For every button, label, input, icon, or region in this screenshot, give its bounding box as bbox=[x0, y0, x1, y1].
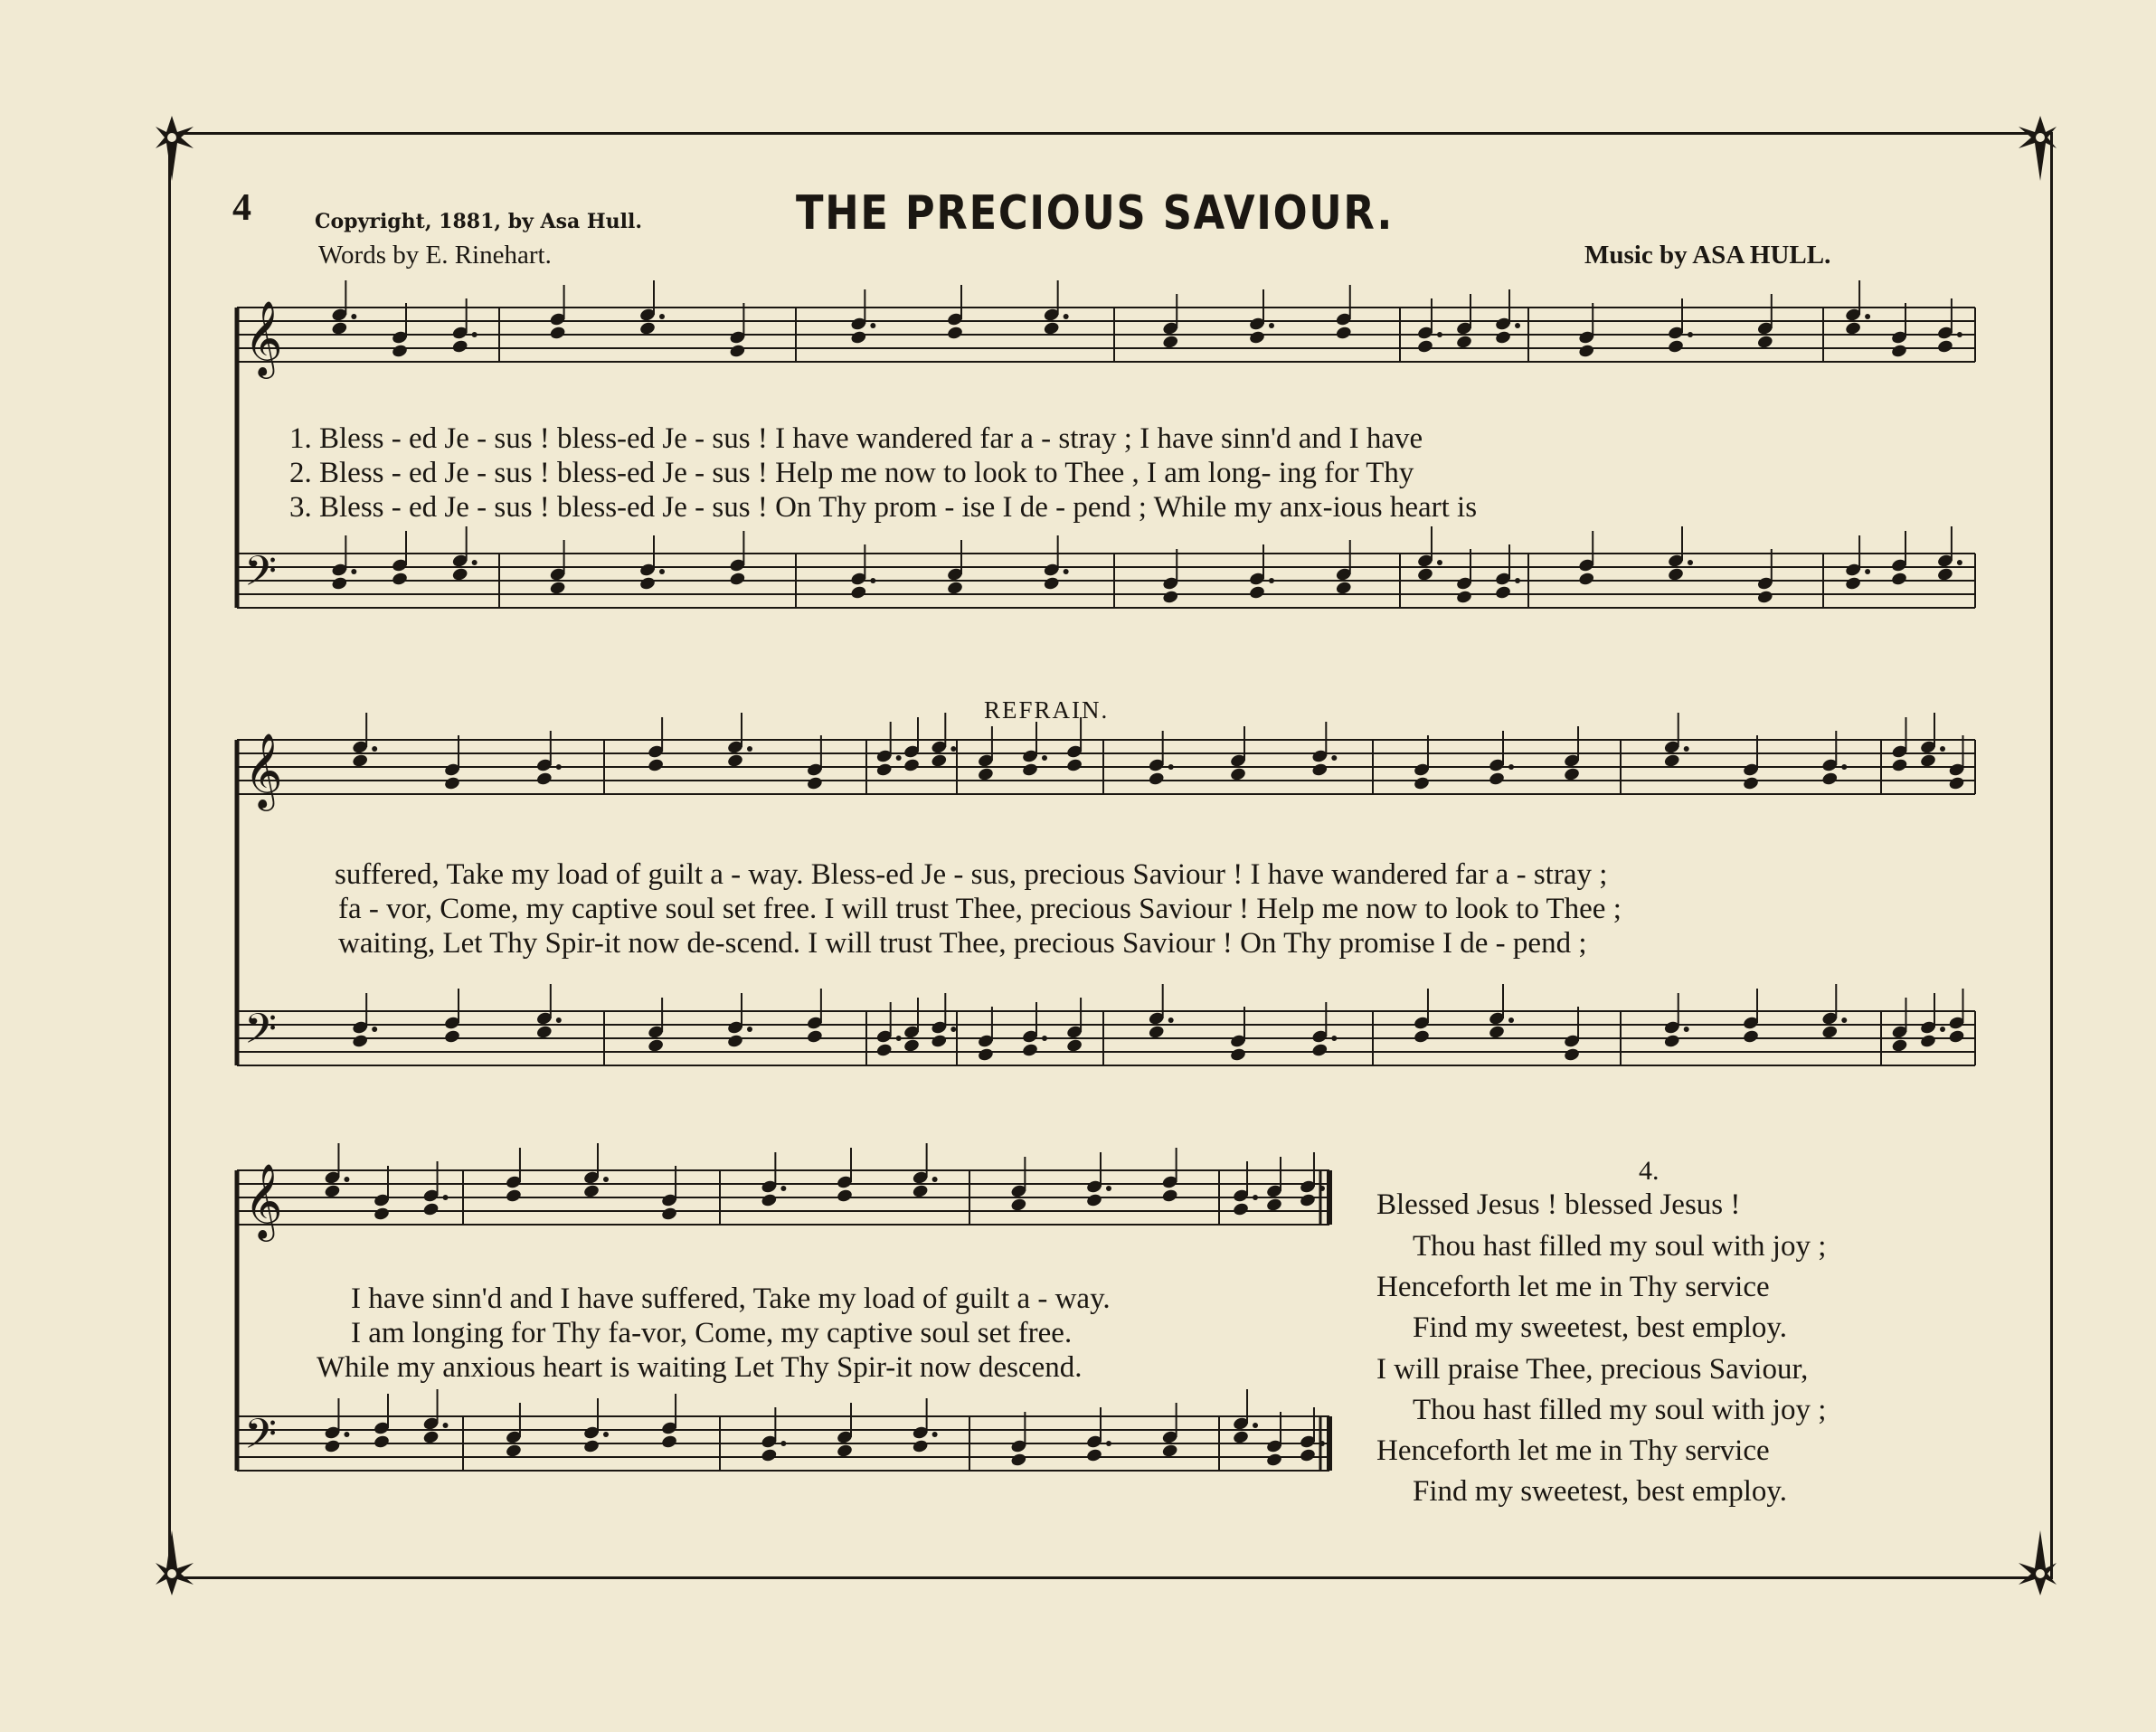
system2-bass-notehead bbox=[1021, 1043, 1038, 1058]
system2-treble-dot bbox=[1684, 746, 1689, 752]
system2-treble-notehead bbox=[903, 758, 920, 773]
system2-treble-notehead bbox=[726, 753, 743, 769]
system2-bass-dot bbox=[896, 1036, 902, 1041]
system2-treble-dot bbox=[372, 746, 377, 752]
system1-treble-notehead bbox=[1756, 335, 1773, 350]
system1-barline bbox=[1113, 554, 1115, 608]
system2-bass-notehead bbox=[1488, 1025, 1505, 1040]
system3-treble-notehead bbox=[324, 1184, 341, 1199]
system3-brace bbox=[235, 1170, 240, 1471]
system2-treble-dot bbox=[1168, 764, 1174, 770]
system1-bass-notehead bbox=[1890, 572, 1907, 587]
system3-treble-notehead bbox=[1299, 1193, 1316, 1208]
system1-treble-dot bbox=[351, 314, 356, 319]
system3-treble-dot bbox=[1106, 1186, 1111, 1191]
system2-barline bbox=[603, 1011, 605, 1065]
system2-barline bbox=[1372, 1011, 1374, 1065]
system3-treble-dot bbox=[932, 1177, 938, 1182]
system1-bass-notehead bbox=[1162, 590, 1179, 605]
system2-bass-notehead bbox=[648, 1038, 665, 1054]
system3-barline bbox=[1218, 1416, 1220, 1471]
words-credit: Words by E. Rinehart. bbox=[318, 241, 552, 270]
system3-bass-dot bbox=[443, 1423, 449, 1428]
system1-bass-dot bbox=[1437, 560, 1442, 565]
system1-barline bbox=[1527, 308, 1529, 362]
system1-bass-dot bbox=[659, 569, 665, 574]
system3-bass-dot bbox=[932, 1432, 938, 1437]
system1-bass-notehead bbox=[549, 581, 566, 596]
system1-barline bbox=[1822, 308, 1824, 362]
system2-bass-notehead bbox=[1891, 1038, 1908, 1054]
system3-bass-notehead bbox=[1161, 1443, 1178, 1459]
system1-treble-dot bbox=[1957, 332, 1962, 337]
system2-barline bbox=[865, 740, 867, 794]
system2-treble-notehead bbox=[1948, 776, 1965, 791]
system1-treble-notehead bbox=[451, 339, 468, 355]
system2-treble-notehead bbox=[535, 771, 553, 787]
system1-treble-notehead bbox=[1494, 330, 1511, 345]
system3-bass-notehead bbox=[582, 1439, 600, 1454]
system2-bass-notehead bbox=[535, 1025, 553, 1040]
system1-treble-notehead bbox=[331, 321, 348, 336]
system2-bass-dot bbox=[1508, 1017, 1514, 1023]
system2-treble-dot bbox=[1940, 746, 1945, 752]
system3-bass-clef: 𝄢 bbox=[244, 1410, 278, 1469]
system2-treble-notehead bbox=[977, 767, 994, 782]
system2-treble-notehead bbox=[1488, 771, 1505, 787]
system3-bass-notehead bbox=[1299, 1448, 1316, 1463]
stanza-line: Henceforth let me in Thy service bbox=[1376, 1434, 1770, 1467]
system3-bass-dot bbox=[603, 1432, 609, 1437]
system2-bass-dot bbox=[372, 1027, 377, 1032]
system2-treble-dot bbox=[556, 764, 562, 770]
system1-treble-dot bbox=[1064, 314, 1069, 319]
system1-bass-notehead bbox=[331, 576, 348, 592]
system2-bass-notehead bbox=[352, 1034, 369, 1049]
system2-bass-dot bbox=[1168, 1017, 1174, 1023]
system3-treble-notehead bbox=[373, 1207, 390, 1222]
system2-bass-clef: 𝄢 bbox=[244, 1005, 278, 1064]
system1-bass-notehead bbox=[1335, 581, 1352, 596]
system3-lyric-verse3: While my anxious heart is waiting Let Thy Spir-it now descend. bbox=[317, 1351, 1083, 1384]
system2-barline bbox=[1102, 1011, 1104, 1065]
system3-barline bbox=[719, 1170, 721, 1225]
system1-bass-notehead bbox=[638, 576, 656, 592]
system1-lyric-verse1: 1. Bless - ed Je - sus ! bless-ed Je - sus ! I have wandered far a - stray ; I have sinn'd and I have bbox=[289, 422, 1423, 455]
hymn-title: THE PRECIOUS SAVIOUR. bbox=[796, 186, 1395, 241]
system1-bass-notehead bbox=[1667, 567, 1684, 582]
system2-treble-notehead bbox=[1563, 767, 1580, 782]
system1-bass-notehead bbox=[1455, 590, 1472, 605]
system2-treble-clef: 𝄞 bbox=[244, 732, 283, 808]
system3-treble-dot bbox=[780, 1186, 786, 1191]
system3-treble-dot bbox=[603, 1177, 609, 1182]
system2-lyric-verse3: waiting, Let Thy Spir-it now de-scend. I will trust Thee, precious Saviour ! On Thy promise I de - pend ; bbox=[338, 927, 1587, 960]
system3-treble-notehead bbox=[836, 1188, 853, 1204]
system1-bass-notehead bbox=[391, 572, 408, 587]
system2-treble-notehead bbox=[1413, 776, 1430, 791]
system3-treble-notehead bbox=[1085, 1193, 1102, 1208]
system2-bass-dot bbox=[1042, 1036, 1047, 1041]
system3-bass-notehead bbox=[1265, 1453, 1282, 1468]
system3-barline bbox=[969, 1416, 970, 1471]
final-barline bbox=[1319, 1170, 1322, 1225]
system1-bass-dot bbox=[870, 578, 875, 583]
system2-bass-notehead bbox=[1948, 1029, 1965, 1045]
system1-bass-notehead bbox=[1248, 585, 1265, 601]
system3-lyric-verse2: I am longing for Thy fa-vor, Come, my captive soul set free. bbox=[351, 1317, 1073, 1349]
system1-barline bbox=[1399, 554, 1401, 608]
system3-bass-notehead bbox=[1085, 1448, 1102, 1463]
refrain-label: REFRAIN. bbox=[984, 696, 1110, 724]
system1-treble-dot bbox=[1437, 332, 1442, 337]
system2-barline bbox=[1372, 740, 1374, 794]
system3-treble-notehead bbox=[912, 1184, 929, 1199]
final-barline bbox=[1319, 1416, 1322, 1471]
system1-treble-dot bbox=[472, 332, 478, 337]
system3-barline bbox=[462, 1170, 464, 1225]
system1-treble-notehead bbox=[549, 326, 566, 341]
system1-treble-notehead bbox=[1043, 321, 1060, 336]
system2-bass-notehead bbox=[1919, 1034, 1936, 1049]
system3-treble-notehead bbox=[582, 1184, 600, 1199]
system1-bass-notehead bbox=[946, 581, 963, 596]
system1-brace bbox=[235, 308, 240, 608]
system1-bass-notehead bbox=[1416, 567, 1433, 582]
system1-treble-notehead bbox=[1335, 326, 1352, 341]
system1-bass-notehead bbox=[1043, 576, 1060, 592]
system1-treble-dot bbox=[1865, 314, 1870, 319]
system2-treble-notehead bbox=[1663, 753, 1680, 769]
system1-barline bbox=[1974, 308, 1976, 362]
system1-treble-notehead bbox=[1455, 335, 1472, 350]
system1-treble-dot bbox=[1269, 323, 1274, 328]
system2-bass-notehead bbox=[931, 1034, 948, 1049]
system3-treble-notehead bbox=[761, 1193, 778, 1208]
system3-bass-notehead bbox=[373, 1434, 390, 1450]
system1-barline bbox=[1399, 308, 1401, 362]
system2-treble-notehead bbox=[931, 753, 948, 769]
system2-treble-notehead bbox=[1229, 767, 1246, 782]
system1-treble-notehead bbox=[1667, 339, 1684, 355]
system2-bass-notehead bbox=[1413, 1029, 1430, 1045]
system3-treble-notehead bbox=[660, 1207, 677, 1222]
system3-bass-notehead bbox=[1010, 1453, 1027, 1468]
system2-barline bbox=[603, 740, 605, 794]
system2-treble-notehead bbox=[1919, 753, 1936, 769]
system2-brace bbox=[235, 740, 240, 1065]
system2-treble-notehead bbox=[443, 776, 460, 791]
system2-bass-notehead bbox=[443, 1029, 460, 1045]
system2-bass-notehead bbox=[1663, 1034, 1680, 1049]
stanza-line: I will praise Thee, precious Saviour, bbox=[1376, 1353, 1809, 1386]
system1-treble-notehead bbox=[391, 344, 408, 359]
system1-treble-notehead bbox=[1578, 344, 1595, 359]
system1-barline bbox=[498, 554, 500, 608]
stanza-line: Find my sweetest, best employ. bbox=[1413, 1311, 1787, 1344]
system2-bass-notehead bbox=[1229, 1047, 1246, 1063]
system3-treble-notehead bbox=[422, 1202, 440, 1217]
system3-bass-notehead bbox=[660, 1434, 677, 1450]
system1-treble-dot bbox=[659, 314, 665, 319]
system3-bass-notehead bbox=[324, 1439, 341, 1454]
system1-bass-notehead bbox=[451, 567, 468, 582]
system3-bass-notehead bbox=[836, 1443, 853, 1459]
system2-bass-dot bbox=[950, 1027, 956, 1032]
system2-barline bbox=[1880, 740, 1882, 794]
system3-bass-notehead bbox=[761, 1448, 778, 1463]
system2-treble-notehead bbox=[1742, 776, 1759, 791]
system1-bass-notehead bbox=[1578, 572, 1595, 587]
copyright-notice: Copyright, 1881, by Asa Hull. bbox=[315, 210, 643, 233]
system3-lyric-verse1: I have sinn'd and I have suffered, Take my load of guilt a - way. bbox=[351, 1282, 1111, 1315]
system3-treble-notehead bbox=[505, 1188, 522, 1204]
stanza-line: Blessed Jesus ! blessed Jesus ! bbox=[1376, 1188, 1741, 1221]
system3-barline bbox=[1218, 1170, 1220, 1225]
system2-bass-notehead bbox=[977, 1047, 994, 1063]
stanza-line: Thou hast filled my soul with joy ; bbox=[1413, 1394, 1827, 1426]
system1-lyric-verse2: 2. Bless - ed Je - sus ! bless-ed Je - sus ! Help me now to look to Thee , I am long- ing for Thy bbox=[289, 457, 1414, 489]
system2-barline bbox=[865, 1011, 867, 1065]
system2-treble-notehead bbox=[1148, 771, 1165, 787]
system1-barline bbox=[1822, 554, 1824, 608]
system3-bass-dot bbox=[344, 1432, 349, 1437]
system2-bass-dot bbox=[747, 1027, 752, 1032]
system1-bass-notehead bbox=[850, 585, 867, 601]
system2-bass-dot bbox=[1684, 1027, 1689, 1032]
final-barline bbox=[1327, 1416, 1332, 1471]
system3-bass-dot bbox=[780, 1441, 786, 1446]
system3-bass-dot bbox=[1253, 1423, 1258, 1428]
system1-treble-notehead bbox=[729, 344, 746, 359]
system1-barline bbox=[795, 554, 797, 608]
system3-treble-dot bbox=[443, 1195, 449, 1200]
system1-treble-notehead bbox=[1845, 321, 1862, 336]
system2-barline bbox=[956, 740, 958, 794]
system2-treble-notehead bbox=[1066, 758, 1083, 773]
system1-treble-dot bbox=[1688, 332, 1693, 337]
system1-bass-dot bbox=[1515, 578, 1520, 583]
system3-bass-notehead bbox=[912, 1439, 929, 1454]
system3-treble-notehead bbox=[1232, 1202, 1249, 1217]
system1-barline bbox=[1974, 554, 1976, 608]
system1-bass-notehead bbox=[1756, 590, 1773, 605]
system3-treble-dot bbox=[1253, 1195, 1258, 1200]
system1-barline bbox=[795, 308, 797, 362]
system2-treble-dot bbox=[747, 746, 752, 752]
system3-treble-notehead bbox=[1161, 1188, 1178, 1204]
system2-bass-notehead bbox=[875, 1043, 893, 1058]
system2-bass-dot bbox=[556, 1017, 562, 1023]
system1-barline bbox=[498, 308, 500, 362]
system1-bass-dot bbox=[351, 569, 356, 574]
system1-bass-clef: 𝄢 bbox=[244, 547, 278, 606]
system2-treble-dot bbox=[1042, 755, 1047, 761]
system1-treble-clef: 𝄞 bbox=[244, 299, 283, 375]
system2-barline bbox=[956, 1011, 958, 1065]
music-credit: Music by ASA HULL. bbox=[1584, 241, 1831, 270]
system2-treble-dot bbox=[1508, 764, 1514, 770]
system1-treble-notehead bbox=[1248, 330, 1265, 345]
stanza-line: Henceforth let me in Thy service bbox=[1376, 1271, 1770, 1303]
system1-treble-notehead bbox=[946, 326, 963, 341]
page-number: 4 bbox=[232, 187, 251, 229]
final-barline bbox=[1327, 1170, 1332, 1225]
system1-treble-notehead bbox=[1416, 339, 1433, 355]
system2-treble-notehead bbox=[648, 758, 665, 773]
system2-barline bbox=[1102, 740, 1104, 794]
system1-treble-notehead bbox=[850, 330, 867, 345]
stanza-line: Thou hast filled my soul with joy ; bbox=[1413, 1230, 1827, 1263]
system2-bass-notehead bbox=[1148, 1025, 1165, 1040]
system2-treble-notehead bbox=[1021, 762, 1038, 778]
system3-bass-notehead bbox=[505, 1443, 522, 1459]
system2-bass-dot bbox=[1940, 1027, 1945, 1032]
system2-lyric-verse1: suffered, Take my load of guilt a - way. Bless-ed Je - sus, precious Saviour ! I have wandered far a - stray ; bbox=[335, 858, 1608, 891]
system2-barline bbox=[1620, 740, 1622, 794]
system2-barline bbox=[1974, 740, 1976, 794]
system1-treble-notehead bbox=[638, 321, 656, 336]
system3-barline bbox=[969, 1170, 970, 1225]
system2-barline bbox=[1974, 1011, 1976, 1065]
system3-treble-notehead bbox=[1010, 1197, 1027, 1213]
system3-barline bbox=[462, 1416, 464, 1471]
stanza-line: Find my sweetest, best employ. bbox=[1413, 1475, 1787, 1508]
system2-bass-notehead bbox=[806, 1029, 823, 1045]
system2-bass-dot bbox=[1841, 1017, 1847, 1023]
system2-bass-notehead bbox=[1563, 1047, 1580, 1063]
system1-bass-dot bbox=[472, 560, 478, 565]
system2-bass-notehead bbox=[1821, 1025, 1839, 1040]
system3-bass-dot bbox=[1106, 1441, 1111, 1446]
stanza-number: 4. bbox=[1639, 1156, 1660, 1186]
system1-treble-notehead bbox=[1936, 339, 1953, 355]
system2-treble-notehead bbox=[1891, 758, 1908, 773]
system3-treble-notehead bbox=[1265, 1197, 1282, 1213]
system1-bass-dot bbox=[1064, 569, 1069, 574]
system2-treble-notehead bbox=[806, 776, 823, 791]
system3-bass-notehead bbox=[1232, 1430, 1249, 1445]
system1-bass-dot bbox=[1688, 560, 1693, 565]
system2-bass-notehead bbox=[1311, 1043, 1329, 1058]
system1-bass-dot bbox=[1865, 569, 1870, 574]
system2-bass-notehead bbox=[903, 1038, 920, 1054]
system2-bass-notehead bbox=[1742, 1029, 1759, 1045]
system1-bass-notehead bbox=[1936, 567, 1953, 582]
system1-treble-notehead bbox=[1890, 344, 1907, 359]
system1-bass-notehead bbox=[1845, 576, 1862, 592]
system3-barline bbox=[719, 1416, 721, 1471]
system3-bass-notehead bbox=[422, 1430, 440, 1445]
system2-treble-notehead bbox=[1821, 771, 1839, 787]
system2-treble-notehead bbox=[875, 762, 893, 778]
system2-barline bbox=[1620, 1011, 1622, 1065]
system1-bass-dot bbox=[1957, 560, 1962, 565]
system1-treble-dot bbox=[1515, 323, 1520, 328]
system1-treble-notehead bbox=[1162, 335, 1179, 350]
system1-lyric-verse3: 3. Bless - ed Je - sus ! bless-ed Je - sus ! On Thy prom - ise I de - pend ; While my anx-ious heart is bbox=[289, 491, 1478, 524]
system3-treble-clef: 𝄞 bbox=[244, 1162, 283, 1238]
system2-treble-notehead bbox=[1311, 762, 1329, 778]
system2-treble-notehead bbox=[352, 753, 369, 769]
system1-treble-dot bbox=[870, 323, 875, 328]
system2-bass-notehead bbox=[1066, 1038, 1083, 1054]
system2-treble-dot bbox=[1331, 755, 1337, 761]
system1-bass-dot bbox=[1269, 578, 1274, 583]
system3-treble-dot bbox=[344, 1177, 349, 1182]
system2-bass-notehead bbox=[726, 1034, 743, 1049]
system2-bass-dot bbox=[1331, 1036, 1337, 1041]
system2-treble-dot bbox=[950, 746, 956, 752]
system2-treble-dot bbox=[1841, 764, 1847, 770]
system2-lyric-verse2: fa - vor, Come, my captive soul set free. I will trust Thee, precious Saviour ! Help me now to look to Thee ; bbox=[338, 893, 1622, 925]
system1-barline bbox=[1113, 308, 1115, 362]
system1-barline bbox=[1527, 554, 1529, 608]
system2-barline bbox=[1880, 1011, 1882, 1065]
system1-bass-notehead bbox=[729, 572, 746, 587]
system1-bass-notehead bbox=[1494, 585, 1511, 601]
system2-treble-dot bbox=[896, 755, 902, 761]
